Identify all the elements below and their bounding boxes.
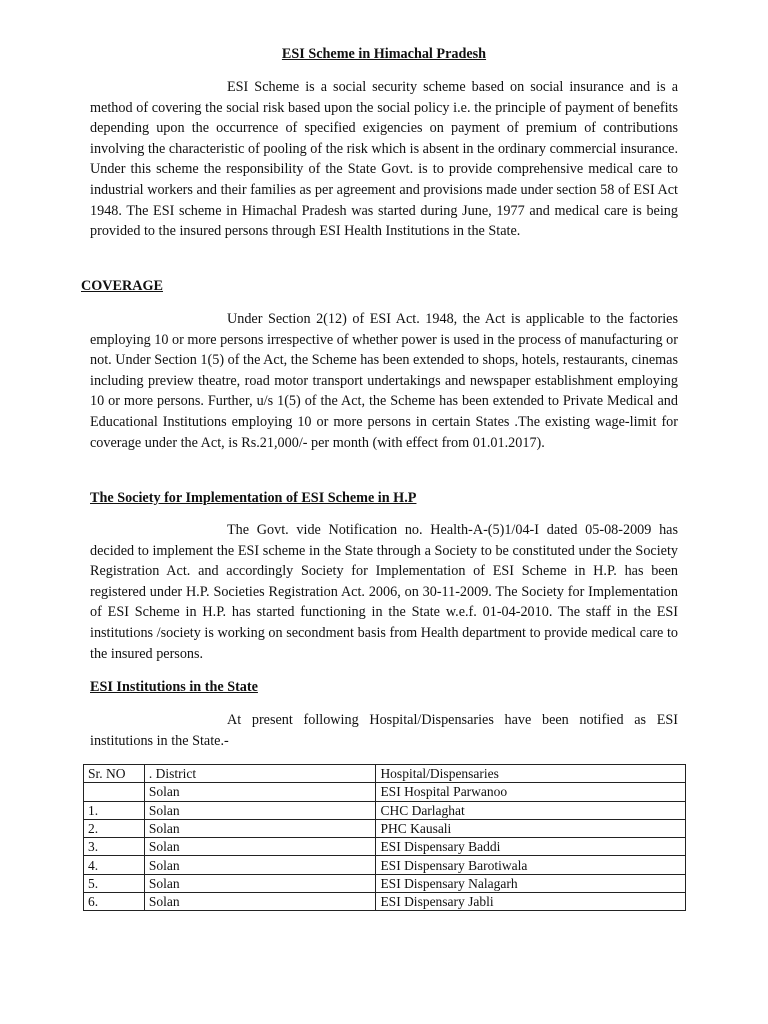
intro-paragraph: ESI Scheme is a social security scheme based on social insurance and is a method of covering the social risk based upon the social policy i.e. the principle of payment of benefits depending upon the occurrence of specified exigencies on payment of premium of contributions involving the characteristic of pooling of the risk which is absent in the ordinary commercial insurance. Under this scheme the responsibility of the State Govt. is to provide comprehensive medical care to industrial workers and their families as per agreement and provisions made under section 58 of ESI Act 1948. The ESI scheme in Himachal Pradesh was started during June, 1977 and medical care is being provided to the insured persons through ESI Health Institutions in the State. [90,79,678,240]
cell-hospital: ESI Dispensary Baddi [376,838,686,856]
society-heading: The Society for Implementation of ESI Scheme in H.P [90,490,417,506]
society-paragraph: The Govt. vide Notification no. Health-A-(5)1/04-I dated 05-08-2009 has decided to implement the ESI scheme in the State through a Society to be constituted under the Society Registration Act. and accordingly Society for Implementation of ESI Scheme in H.P. has been registered under H.P. Societies Registration Act. 2006, on 30-11-2009. The Society for Implementation of ESI Scheme in H.P. has started functioning in the State w.e.f. 01-04-2010. The staff in the ESI institutions /society is working on secondment basis from Health department to provide medical care to the insured persons. [90,522,678,662]
institutions-heading: ESI Institutions in the State [90,679,258,695]
table-row [84,874,686,892]
cell-sr-no: 4. [84,856,145,874]
table-header-row [84,765,686,783]
cell-sr-no [84,783,145,801]
institutions-table [83,764,686,911]
cell-hospital: ESI Dispensary Nalagarh [376,874,686,892]
cell-hospital: ESI Dispensary Jabli [376,893,686,911]
coverage-paragraph: Under Section 2(12) of ESI Act. 1948, the Act is applicable to the factories employing 10 or more persons irrespective of whether power is used in the process of manufacturing or not. Under Section 1(5) of the Act, the Scheme has been extended to shops, hotels, restaurants, cinemas including preview theatre, road motor transport undertakings and newspaper establishment employing 10 or more persons. Further, u/s 1(5) of the Act, the Scheme has been extended to Private Medical and Educational Institutions employing 10 or more persons in certain States .The existing wage-limit for coverage under the Act, is Rs.21,000/- per month (with effect from 01.01.2017). [90,311,678,451]
cell-sr-no: 6. [84,893,145,911]
cell-district: Solan [144,856,376,874]
cell-district: Solan [144,893,376,911]
header-hospital: Hospital/Dispensaries [376,765,686,783]
table-row [84,893,686,911]
institutions-paragraph: At present following Hospital/Dispensaries have been notified as ESI institutions in the State.- [90,712,678,749]
cell-district: Solan [144,838,376,856]
header-district: . District [144,765,376,783]
coverage-heading: COVERAGE [81,278,163,294]
cell-hospital: CHC Darlaghat [376,801,686,819]
cell-sr-no: 2. [84,819,145,837]
table-row [84,801,686,819]
cell-hospital: ESI Hospital Parwanoo [376,783,686,801]
cell-sr-no: 5. [84,874,145,892]
cell-sr-no: 3. [84,838,145,856]
cell-hospital: ESI Dispensary Barotiwala [376,856,686,874]
table-row [84,838,686,856]
header-sr-no: Sr. NO [84,765,145,783]
cell-district: Solan [144,819,376,837]
cell-hospital: PHC Kausali [376,819,686,837]
cell-sr-no: 1. [84,801,145,819]
cell-district: Solan [144,783,376,801]
table-row [84,819,686,837]
document-title: ESI Scheme in Himachal Pradesh [281,46,487,62]
cell-district: Solan [144,874,376,892]
table-row [84,856,686,874]
cell-district: Solan [144,801,376,819]
table-row [84,783,686,801]
